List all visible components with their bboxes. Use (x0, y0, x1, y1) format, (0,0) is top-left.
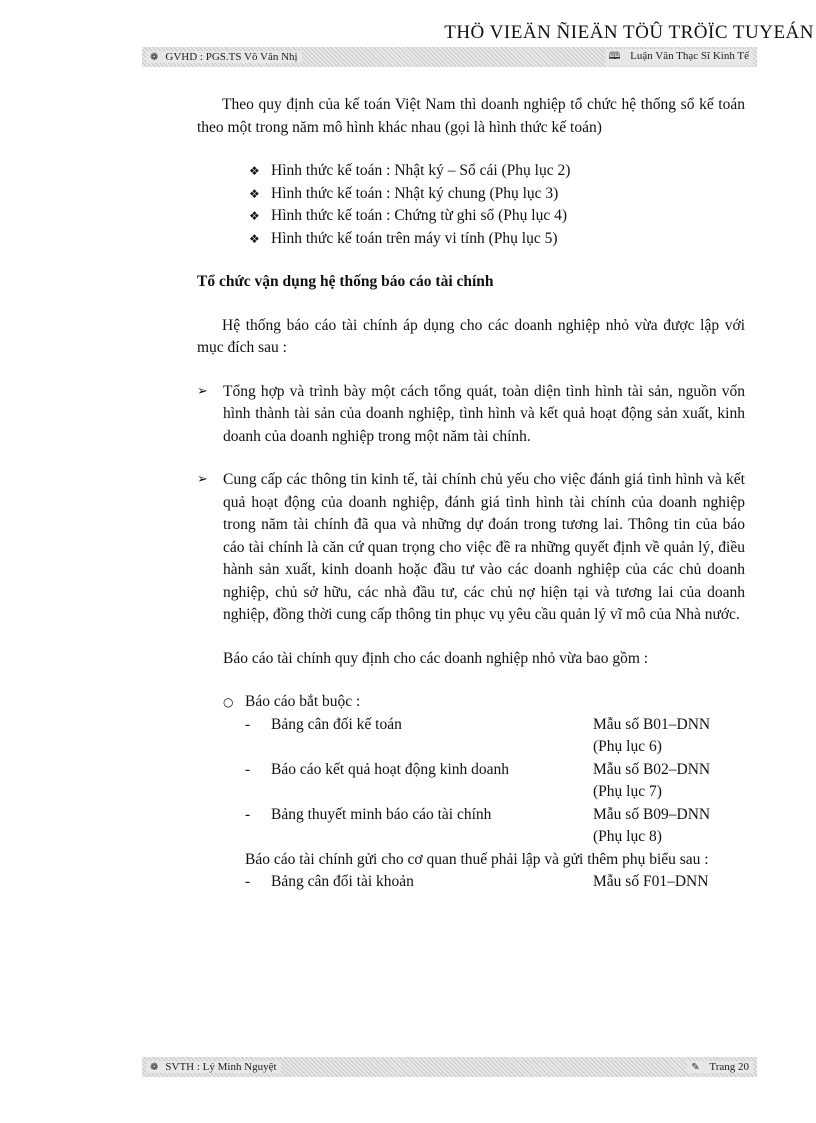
report-list (197, 714, 745, 849)
student-label: SVTH : Lý Minh Nguyệt (165, 1061, 277, 1073)
report-form: Mẫu số F01–DNN (593, 873, 709, 890)
circle-bullet-icon: ○ (223, 695, 234, 709)
report-system-paragraph: Hệ thống báo cáo tài chính áp dụng cho các doanh nghiệp nhỏ vừa được lập với mục đích sau : (197, 316, 745, 356)
list-item: ❖ Hình thức kế toán : Chứng từ ghi sổ (Phụ lục 4) (245, 205, 745, 228)
purpose-text: Cung cấp các thông tin kinh tế, tài chính chủ yếu cho việc đánh giá tình hình và kết quả hoạt động của doanh nghiệp, đánh giá tình hình tài chính của doanh nghiệp trong năm tài chính đã qua và những dự đoán trong tương lai. Thông tin của báo cáo tài chính là căn cứ quan trọng cho việc đề ra những quyết định về quản lý, điều hành sản xuất, kinh doanh hoặc đầu tư vào các doanh nghiệp của các chủ doanh nghiệp, chủ sở hữu, các nhà đầu tư, các chủ nợ hiện tại và tương lai của doanh nghiệp, đồng thời cung cấp thông tin phục vụ yêu cầu quản lý vĩ mô của Nhà nước. (223, 471, 745, 623)
header-right (605, 49, 753, 66)
report-name: Bảng cân đối tài khoản (271, 873, 414, 890)
report-row: - Bảng cân đối kế toán Mẫu số B01–DNN (Phụ lục 6) (245, 714, 745, 759)
header-left (146, 51, 302, 63)
page-header (142, 47, 757, 67)
report-row: - Bảng cân đối tài khoản Mẫu số F01–DNN (245, 871, 745, 894)
flower-icon: ❁ (150, 1062, 159, 1073)
report-name: Báo cáo kết quả hoạt động kinh doanh (271, 760, 510, 778)
accounting-forms-list (197, 160, 745, 250)
arrow-bullet-icon: ➢ (197, 472, 208, 487)
pen-icon: ✎ (691, 1062, 700, 1073)
flower-icon: ❁ (150, 52, 159, 63)
purpose-item (197, 469, 745, 627)
report-name: Bảng cân đối kế toán (271, 715, 402, 733)
thesis-label: Luận Văn Thạc Sĩ Kinh Tế (630, 49, 749, 62)
report-form: Mẫu số B09–DNN (Phụ lục 8) (593, 805, 711, 845)
footer-right (687, 1061, 753, 1073)
intro-paragraph: Theo quy định của kế toán Việt Nam thì doanh nghiệp tổ chức hệ thống sổ kế toán theo một trong năm mô hình khác nhau (gọi là hình thức kế toán) (197, 96, 745, 136)
report-name: Bảng thuyết minh báo cáo tài chính (271, 805, 492, 823)
page-body (197, 94, 745, 894)
page-footer (142, 1057, 757, 1077)
reports-intro: Báo cáo tài chính quy định cho các doanh nghiệp nhỏ vừa bao gồm : (223, 649, 649, 667)
tax-report-list (197, 871, 745, 894)
footer-left (146, 1061, 281, 1073)
report-form: Mẫu số B02–DNN (Phụ lục 7) (593, 760, 711, 800)
arrow-bullet-icon: ➢ (197, 383, 208, 399)
mandatory-reports (197, 691, 745, 714)
list-item: ❖ Hình thức kế toán : Nhật ký chung (Phụ lục 3) (245, 183, 745, 206)
tax-note: Báo cáo tài chính gửi cho cơ quan thuế phải lập và gửi thêm phụ biểu sau : (245, 850, 709, 868)
list-item: ❖ Hình thức kế toán : Nhật ký – Sổ cái (Phụ lục 2) (245, 160, 745, 183)
report-form: Mẫu số B01–DNN (Phụ lục 6) (593, 715, 711, 755)
purpose-text: Tổng hợp và trình bày một cách tổng quát, toàn diện tình hình tài sản, nguồn vốn hình thành tài sản của doanh nghiệp, tình hình và kết quả hoạt động sản xuất, kinh doanh của doanh nghiệp trong một năm tài chính. (223, 382, 745, 445)
purpose-item (197, 381, 745, 449)
page-number: Trang 20 (709, 1061, 749, 1073)
list-item: ❖ Hình thức kế toán trên máy vi tính (Phụ lục 5) (245, 228, 745, 251)
mandatory-label: ○ Báo cáo bắt buộc : (223, 691, 745, 714)
watermark: THÖ VIEÄN ÑIEÄN TÖÛ TRÖÏC TUYEÁN (444, 22, 814, 43)
report-row: - Bảng thuyết minh báo cáo tài chính Mẫu số B09–DNN (Phụ lục 8) (245, 804, 745, 849)
book-icon: 🕮 (608, 50, 621, 62)
report-row: - Báo cáo kết quả hoạt động kinh doanh Mẫu số B02–DNN (Phụ lục 7) (245, 759, 745, 804)
advisor-label: GVHD : PGS.TS Võ Văn Nhị (165, 51, 298, 63)
section-heading: Tổ chức vận dụng hệ thống báo cáo tài chính (197, 273, 494, 290)
